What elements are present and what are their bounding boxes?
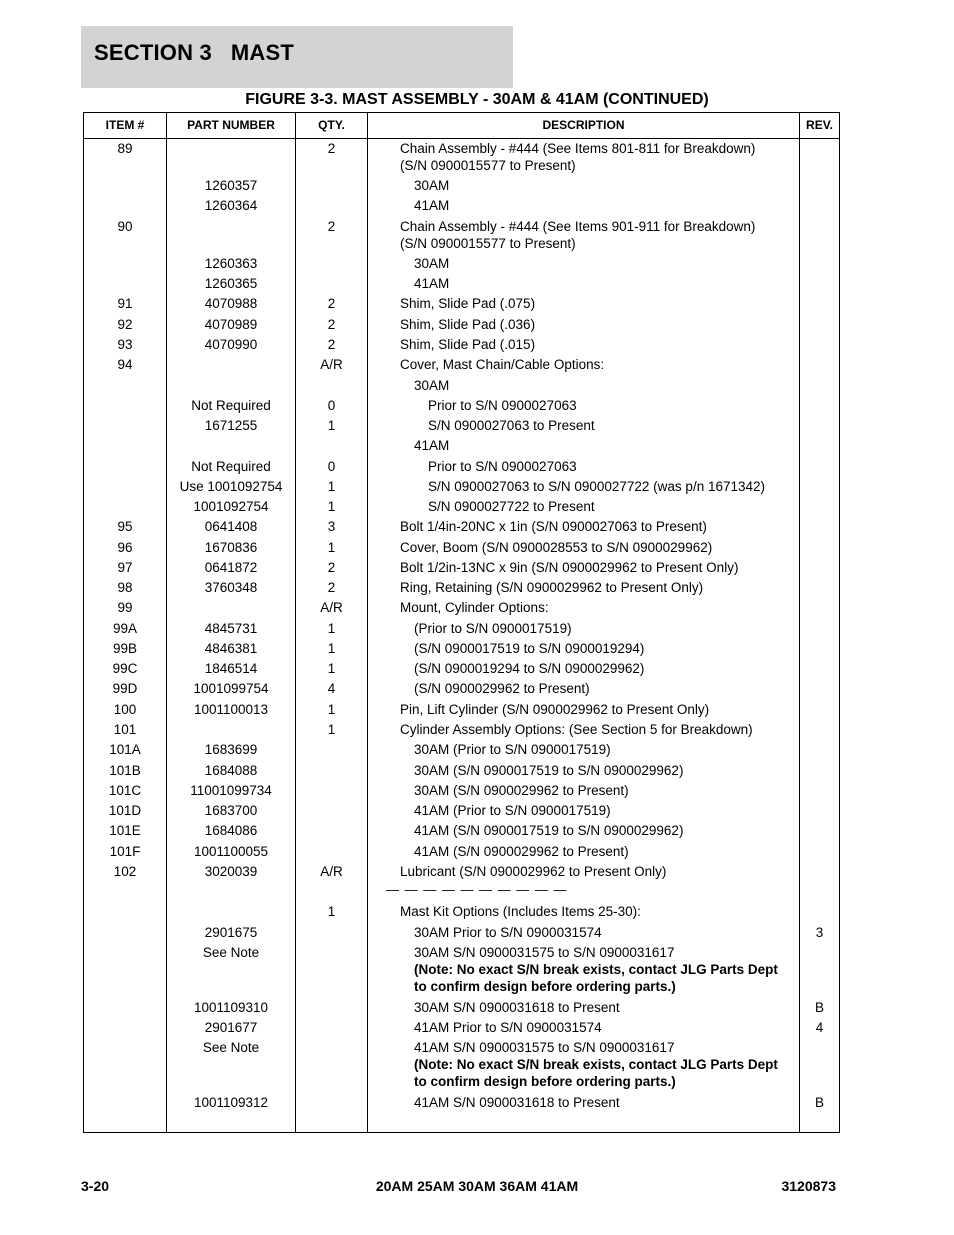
part-number-cell: 1001099754 [193, 681, 269, 696]
item-number-cell: 94 [117, 357, 133, 372]
quantity-cell: 2 [327, 296, 336, 311]
item-number-cell: 101F [109, 844, 141, 859]
description-cell: Cover, Boom (S/N 0900028553 to S/N 0900029962) [400, 540, 713, 555]
quantity-cell: 1 [327, 499, 336, 514]
description-cell: Chain Assembly - #444 (See Items 901-911 for Breakdown) [400, 219, 756, 234]
figure-title: FIGURE 3-3. MAST ASSEMBLY - 30AM & 41AM (CONTINUED) [245, 91, 709, 108]
part-number-cell: Use 1001092754 [179, 479, 283, 494]
description-cell: Prior to S/N 0900027063 [428, 398, 577, 413]
description-cell: 30AM (S/N 0900029962 to Present) [414, 783, 629, 798]
description-cell: 41AM Prior to S/N 0900031574 [414, 1020, 602, 1035]
item-number-cell: 97 [117, 560, 133, 575]
description-cell: Lubricant (S/N 0900029962 to Present Only) [400, 864, 667, 879]
part-number-cell: 1001092754 [193, 499, 269, 514]
quantity-cell: A/R [320, 600, 343, 615]
description-cell: Ring, Retaining (S/N 0900029962 to Present Only) [400, 580, 704, 595]
item-number-cell: 98 [117, 580, 133, 595]
description-cell: S/N 0900027063 to Present [428, 418, 595, 433]
description-cell: (S/N 0900015577 to Present) [400, 236, 576, 251]
part-number-cell: 3020039 [204, 864, 258, 879]
description-cell: to confirm design before ordering parts.) [414, 1074, 676, 1089]
description-cell: (S/N 0900019294 to S/N 0900029962) [414, 661, 645, 676]
separator-line: — — — — — — — — — — [386, 882, 568, 897]
quantity-cell: 4 [327, 681, 336, 696]
part-number-cell: 1846514 [204, 661, 258, 676]
revision-cell: B [814, 1000, 824, 1015]
item-number-cell: 99D [112, 681, 138, 696]
description-cell: 30AM [414, 256, 450, 271]
header-rev: REV. [806, 118, 833, 132]
header-item: ITEM # [105, 118, 145, 132]
description-cell: Chain Assembly - #444 (See Items 801-811 for Breakdown) [400, 141, 756, 156]
description-cell: 41AM (S/N 0900017519 to S/N 0900029962) [414, 823, 684, 838]
item-number-cell: 101B [109, 763, 141, 778]
quantity-cell: 2 [327, 219, 336, 234]
quantity-cell: 3 [327, 519, 336, 534]
quantity-cell: 1 [327, 641, 336, 656]
quantity-cell: 2 [327, 560, 336, 575]
part-number-cell: Not Required [191, 459, 271, 474]
description-cell: Mast Kit Options (Includes Items 25-30): [400, 904, 641, 919]
part-number-cell: 4070988 [204, 296, 258, 311]
description-cell: 41AM [414, 198, 450, 213]
part-number-cell: 11001099734 [190, 783, 272, 798]
part-number-cell: 1683700 [204, 803, 258, 818]
item-number-cell: 91 [117, 296, 133, 311]
description-cell: 30AM [414, 378, 450, 393]
item-number-cell: 99 [117, 600, 133, 615]
model-list: 20AM 25AM 30AM 36AM 41AM [375, 1178, 579, 1194]
item-number-cell: 101 [113, 722, 137, 737]
revision-cell: 3 [815, 925, 824, 940]
part-number-cell: 1684086 [204, 823, 258, 838]
part-number-cell: 1683699 [204, 742, 258, 757]
part-number-cell: Not Required [191, 398, 271, 413]
description-cell: 30AM S/N 0900031618 to Present [414, 1000, 620, 1015]
part-number-cell: 0641408 [204, 519, 258, 534]
description-cell: 41AM (Prior to S/N 0900017519) [414, 803, 611, 818]
description-cell: S/N 0900027063 to S/N 0900027722 (was p/n 1671342) [428, 479, 766, 494]
quantity-cell: 1 [327, 661, 336, 676]
description-cell: (S/N 0900017519 to S/N 0900019294) [414, 641, 645, 656]
section-title: SECTION 3 MAST [94, 40, 294, 65]
description-cell: S/N 0900027722 to Present [428, 499, 595, 514]
description-cell: 30AM (S/N 0900017519 to S/N 0900029962) [414, 763, 684, 778]
quantity-cell: 1 [327, 722, 336, 737]
description-cell: 30AM (Prior to S/N 0900017519) [414, 742, 611, 757]
description-cell: (S/N 0900029962 to Present) [414, 681, 590, 696]
part-number-cell: 4846381 [204, 641, 258, 656]
description-cell: Prior to S/N 0900027063 [428, 459, 577, 474]
description-cell: 30AM [414, 178, 450, 193]
part-number-cell: 1260357 [204, 178, 258, 193]
item-number-cell: 101E [109, 823, 141, 838]
header-qty: QTY. [318, 118, 345, 132]
description-cell: Shim, Slide Pad (.075) [400, 296, 536, 311]
description-cell: Pin, Lift Cylinder (S/N 0900029962 to Present Only) [400, 702, 710, 717]
quantity-cell: A/R [320, 864, 343, 879]
item-number-cell: 101C [108, 783, 142, 798]
item-number-cell: 93 [117, 337, 133, 352]
part-number-cell: 4845731 [204, 621, 258, 636]
item-number-cell: 96 [117, 540, 133, 555]
item-number-cell: 99B [112, 641, 138, 656]
description-cell: (Note: No exact S/N break exists, contact JLG Parts Dept [414, 962, 778, 977]
quantity-cell: 2 [327, 141, 336, 156]
item-number-cell: 100 [113, 702, 137, 717]
description-cell: 30AM S/N 0900031575 to S/N 0900031617 [414, 945, 675, 960]
description-cell: (Prior to S/N 0900017519) [414, 621, 572, 636]
item-number-cell: 95 [117, 519, 133, 534]
part-number-cell: 2901675 [204, 925, 258, 940]
quantity-cell: A/R [320, 357, 343, 372]
quantity-cell: 1 [327, 540, 336, 555]
item-number-cell: 89 [117, 141, 133, 156]
part-number-cell: 1001100055 [193, 844, 269, 859]
quantity-cell: 1 [327, 418, 336, 433]
part-number-cell: 1001109310 [193, 1000, 269, 1015]
item-number-cell: 90 [117, 219, 133, 234]
quantity-cell: 1 [327, 904, 336, 919]
part-number-cell: 1260363 [204, 256, 258, 271]
description-cell: (S/N 0900015577 to Present) [400, 158, 576, 173]
part-number-cell: 1670836 [204, 540, 258, 555]
description-cell: 41AM S/N 0900031618 to Present [414, 1095, 620, 1110]
part-number-cell: 3760348 [204, 580, 258, 595]
item-number-cell: 101D [108, 803, 142, 818]
description-cell: (Note: No exact S/N break exists, contact JLG Parts Dept [414, 1057, 778, 1072]
part-number-cell: 4070990 [204, 337, 258, 352]
description-cell: to confirm design before ordering parts.) [414, 979, 676, 994]
description-cell: 41AM [414, 438, 450, 453]
item-number-cell: 99A [112, 621, 138, 636]
part-number-cell: See Note [202, 945, 260, 960]
item-number-cell: 99C [112, 661, 138, 676]
part-number-cell: 0641872 [204, 560, 258, 575]
description-cell: 30AM Prior to S/N 0900031574 [414, 925, 602, 940]
item-number-cell: 101A [109, 742, 141, 757]
quantity-cell: 1 [327, 702, 336, 717]
description-cell: Cylinder Assembly Options: (See Section 5 for Breakdown) [400, 722, 753, 737]
description-cell: Shim, Slide Pad (.015) [400, 337, 536, 352]
document-number: 3120873 [781, 1178, 836, 1194]
description-cell: Mount, Cylinder Options: [400, 600, 549, 615]
part-number-cell: 1671255 [204, 418, 258, 433]
quantity-cell: 1 [327, 621, 336, 636]
quantity-cell: 2 [327, 580, 336, 595]
revision-cell: 4 [815, 1020, 824, 1035]
part-number-cell: 1001109312 [193, 1095, 269, 1110]
description-cell: 41AM [414, 276, 450, 291]
description-cell: Shim, Slide Pad (.036) [400, 317, 536, 332]
part-number-cell: 4070989 [204, 317, 258, 332]
description-cell: 41AM (S/N 0900029962 to Present) [414, 844, 629, 859]
quantity-cell: 2 [327, 337, 336, 352]
item-number-cell: 102 [113, 864, 137, 879]
part-number-cell: 2901677 [204, 1020, 258, 1035]
part-number-cell: 1001100013 [193, 702, 269, 717]
page-number: 3-20 [81, 1178, 110, 1194]
column-divider [367, 112, 368, 1133]
description-cell: Bolt 1/4in-20NC x 1in (S/N 0900027063 to Present) [400, 519, 707, 534]
quantity-cell: 1 [327, 479, 336, 494]
quantity-cell: 0 [327, 459, 336, 474]
quantity-cell: 2 [327, 317, 336, 332]
description-cell: 41AM S/N 0900031575 to S/N 0900031617 [414, 1040, 675, 1055]
part-number-cell: 1684088 [204, 763, 258, 778]
header-part-number: PART NUMBER [187, 118, 275, 132]
revision-cell: B [814, 1095, 824, 1110]
part-number-cell: 1260364 [204, 198, 258, 213]
description-cell: Bolt 1/2in-13NC x 9in (S/N 0900029962 to Present Only) [400, 560, 739, 575]
part-number-cell: 1260365 [204, 276, 258, 291]
part-number-cell: See Note [202, 1040, 260, 1055]
header-divider [83, 138, 840, 139]
quantity-cell: 0 [327, 398, 336, 413]
item-number-cell: 92 [117, 317, 133, 332]
header-description: DESCRIPTION [542, 118, 625, 132]
description-cell: Cover, Mast Chain/Cable Options: [400, 357, 605, 372]
